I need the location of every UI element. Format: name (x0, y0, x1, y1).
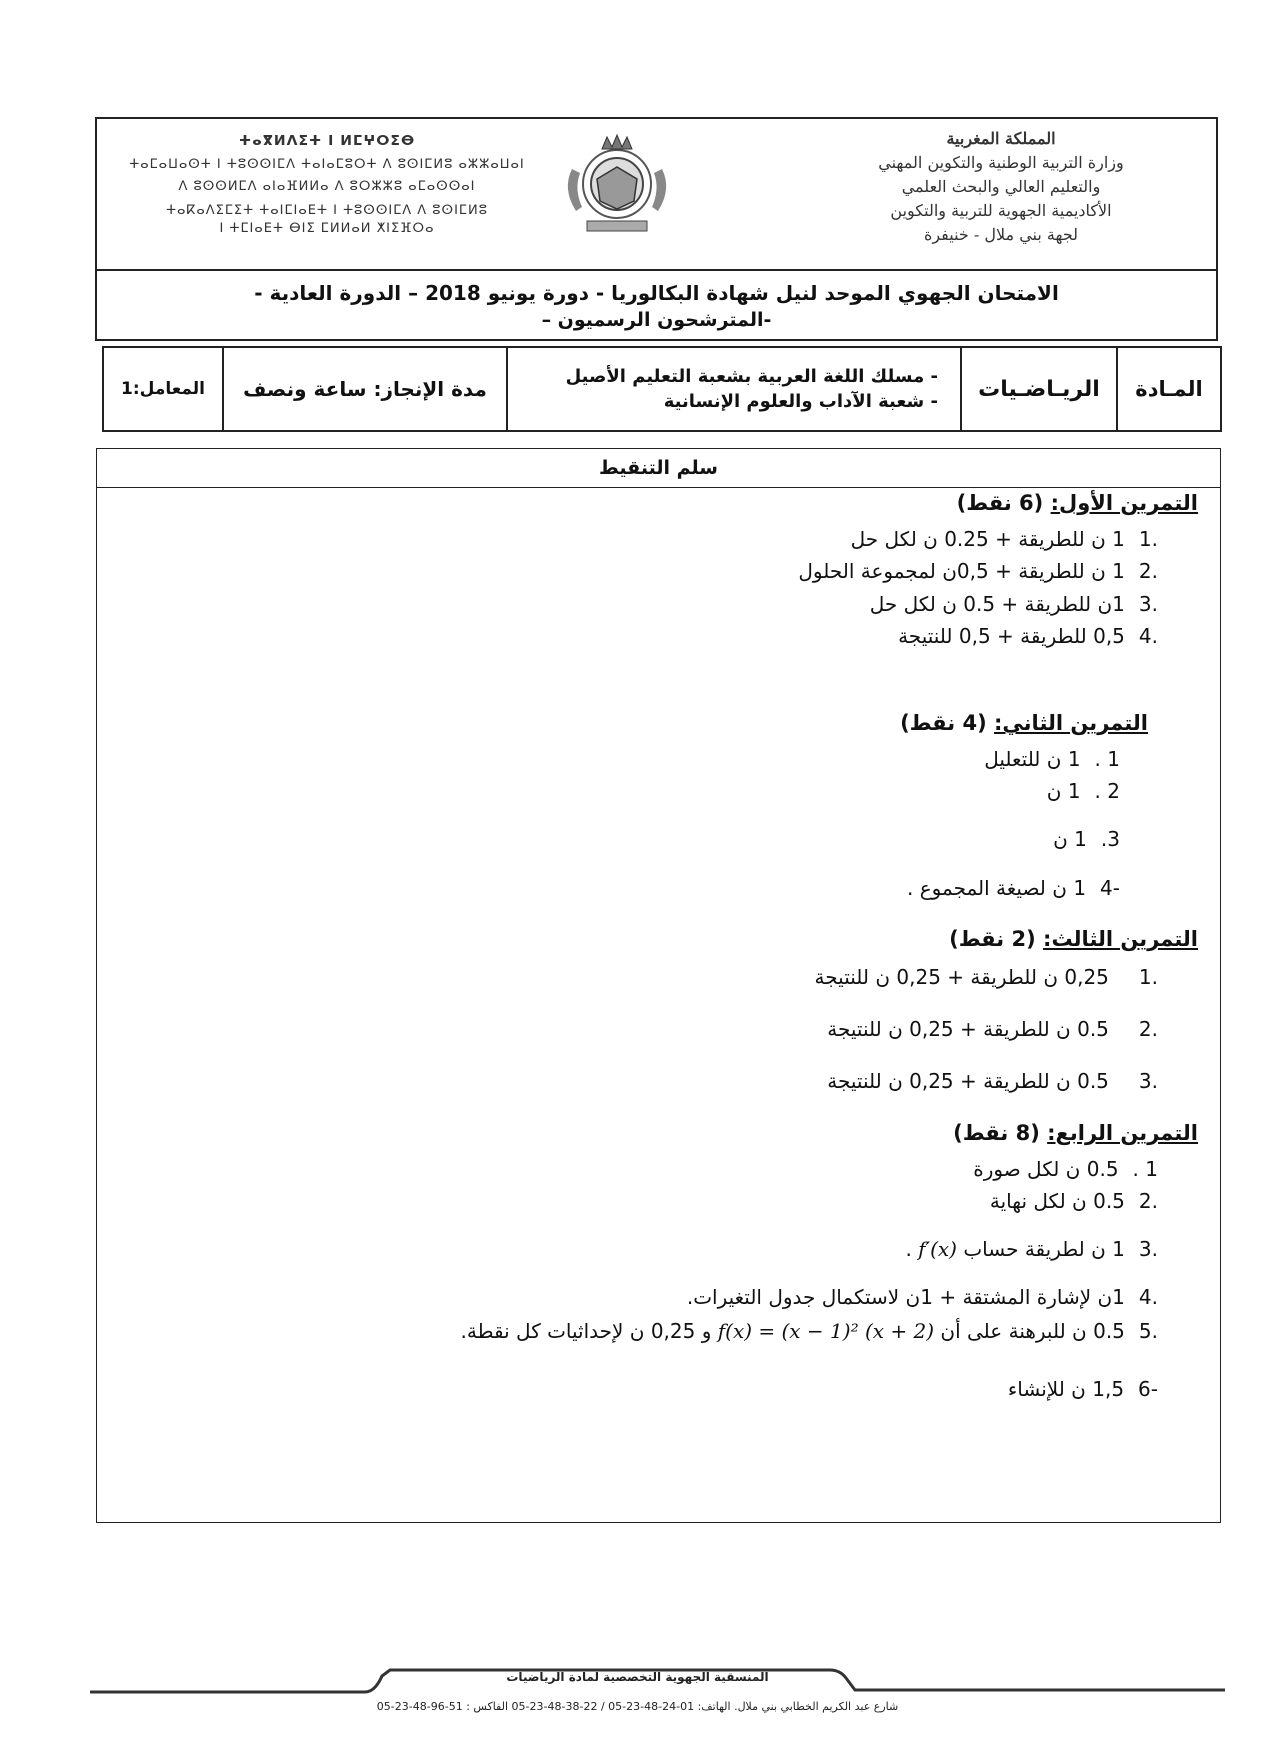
tifinagh-line-2: ⵜⴰⵎⴰⵡⴰⵙⵜ ⵏ ⵜⵓⵙⵙⵏⵎⴷ ⵜⴰⵏⴰⵎⵓⵔⵜ ⴷ ⵓⵙⵏⵎⵍⵓ ⴰⵣⵣⴰⵡⴰⵏ (129, 157, 525, 172)
exercise-1-item-2: .21 ن للطريقة + 0,5ن لمجموعة الحلول (798, 559, 1158, 583)
exercise-2-heading (900, 711, 1148, 735)
exercise-2-item-1: 1 .1 ن للتعليل (984, 747, 1120, 771)
track-line-1: - مسلك اللغة العربية بشعبة التعليم الأصيل (565, 366, 938, 387)
track-line-2: - شعبة الآداب والعلوم الإنسانية (663, 391, 938, 412)
ministry-line-3: والتعليم العالي والبحث العلمي (901, 177, 1101, 196)
function-formula: f(x) = (x − 1)² (x + 2) (717, 1319, 935, 1343)
exercise-1-title: التمرين الأول: (1050, 491, 1198, 515)
exercise-4-item-1: 1 .0.5 ن لكل صورة (973, 1157, 1158, 1181)
exercise-3-item-1: .10,25 ن للطريقة + 0,25 ن للنتيجة (814, 965, 1158, 989)
ministry-line-1: المملكة المغربية (946, 129, 1056, 148)
tifinagh-line-5: ⵏ ⵜⵎⵏⴰⴹⵜ ⴱⵏⵉ ⵎⵍⵍⴰⵍ ⵅⵏⵉⴼⵔⴰ (219, 221, 435, 236)
track-cell (506, 348, 960, 430)
exam-title: الامتحان الجهوي الموحد لنيل شهادة البكالوريا - دورة يونيو 2018 – الدورة العادية - (254, 281, 1059, 305)
tifinagh-line-1: ⵜⴰⴳⵍⴷⵉⵜ ⵏ ⵍⵎⵖⵔⵉⴱ (238, 133, 416, 149)
exercise-4-item-3: .31 ن لطريقة حساب f′(x) . (905, 1237, 1158, 1261)
footer-line-2: شارع عبد الكريم الخطابي بني ملال. الهاتف: 01-24-48-23-05 / 22-38-48-23-05 الفاكس : 51-96-48-23-05 (376, 1700, 899, 1713)
subject-value: الريـاضـيات (978, 376, 1100, 402)
exercise-2-title: التمرين الثاني: (994, 711, 1148, 735)
tifinagh-line-4: ⵜⴰⴽⴰⴷⵉⵎⵉⵜ ⵜⴰⵏⵎⵏⴰⴹⵜ ⵏ ⵜⵓⵙⵙⵏⵎⴷ ⴷ ⵓⵙⵏⵎⵍⵓ (166, 203, 488, 218)
coat-of-arms-icon (552, 129, 682, 239)
exercise-3-item-3: .30.5 ن للطريقة + 0,25 ن للنتيجة (827, 1069, 1158, 1093)
derivative-formula: f′(x) (918, 1237, 957, 1261)
exercise-4-item-2: .20.5 ن لكل نهاية (989, 1189, 1158, 1213)
duration: مدة الإنجاز: ساعة ونصف (243, 377, 487, 401)
header-box (95, 117, 1218, 341)
exercise-4-item-6: -61,5 ن للإنشاء (1007, 1377, 1158, 1401)
subject-label-cell (1116, 348, 1220, 430)
exercise-1-item-3: .31ن للطريقة + 0.5 ن لكل حل (869, 592, 1158, 616)
coefficient: المعامل:1 (121, 379, 205, 399)
exercise-4-item-4: .41ن لإشارة المشتقة + 1ن لاستكمال جدول التغيرات. (686, 1285, 1158, 1309)
exercise-2-item-3: 3.1 ن (1053, 827, 1120, 851)
subject-label: المـادة (1135, 377, 1203, 401)
exercise-3-points: (2 نقط) (949, 927, 1036, 951)
exercise-2-item-2: 2 .1 ن (1046, 779, 1120, 803)
exercise-1-points: (6 نقط) (956, 491, 1044, 515)
exercise-4-heading (953, 1121, 1198, 1145)
exercise-2-points: (4 نقط) (900, 711, 987, 735)
subject-value-cell (960, 348, 1116, 430)
exercise-3-heading (949, 927, 1198, 951)
tifinagh-line-3: ⴷ ⵓⵙⵙⵍⵎⴷ ⴰⵏⴰⴼⵍⵍⴰ ⴷ ⵓⵔⵣⵣⵓ ⴰⵎⴰⵙⵙⴰⵏ (178, 179, 476, 194)
grading-title: سلم التنقيط (97, 449, 1220, 488)
ministry-line-5: لجهة بني ملال - خنيفرة (923, 225, 1079, 244)
exam-info-table (102, 346, 1222, 432)
exercise-3-item-2: .20.5 ن للطريقة + 0,25 ن للنتيجة (827, 1017, 1158, 1041)
footer-line-1: المنسقية الجهوية التخصصية لمادة الرياضيات (506, 1670, 769, 1684)
exercise-4-title: التمرين الرابع: (1047, 1121, 1198, 1145)
grading-box (96, 448, 1221, 1523)
ministry-line-4: الأكاديمية الجهوية للتربية والتكوين (890, 201, 1112, 220)
exercise-1-heading (957, 491, 1198, 515)
exam-subtitle: -المترشحون الرسميون – (541, 309, 772, 331)
ministry-line-2: وزارة التربية الوطنية والتكوين المهني (878, 153, 1124, 172)
header-divider (97, 269, 1216, 271)
exercise-1-item-1: .11 ن للطريقة + 0.25 ن لكل حل (850, 527, 1158, 551)
exercise-4-item-5: .50.5 ن للبرهنة على أن f(x) = (x − 1)² (x + 2) و 0,25 ن لإحداثيات كل نقطة. (460, 1319, 1158, 1343)
coefficient-cell (104, 348, 222, 430)
duration-cell (222, 348, 506, 430)
exercise-4-points: (8 نقط) (953, 1121, 1040, 1145)
exercise-2-item-4: -41 ن لصيغة المجموع . (907, 876, 1120, 900)
exercise-1-item-4: .40,5 للطريقة + 0,5 للنتيجة (898, 624, 1158, 648)
exercise-3-title: التمرين الثالث: (1043, 927, 1198, 951)
